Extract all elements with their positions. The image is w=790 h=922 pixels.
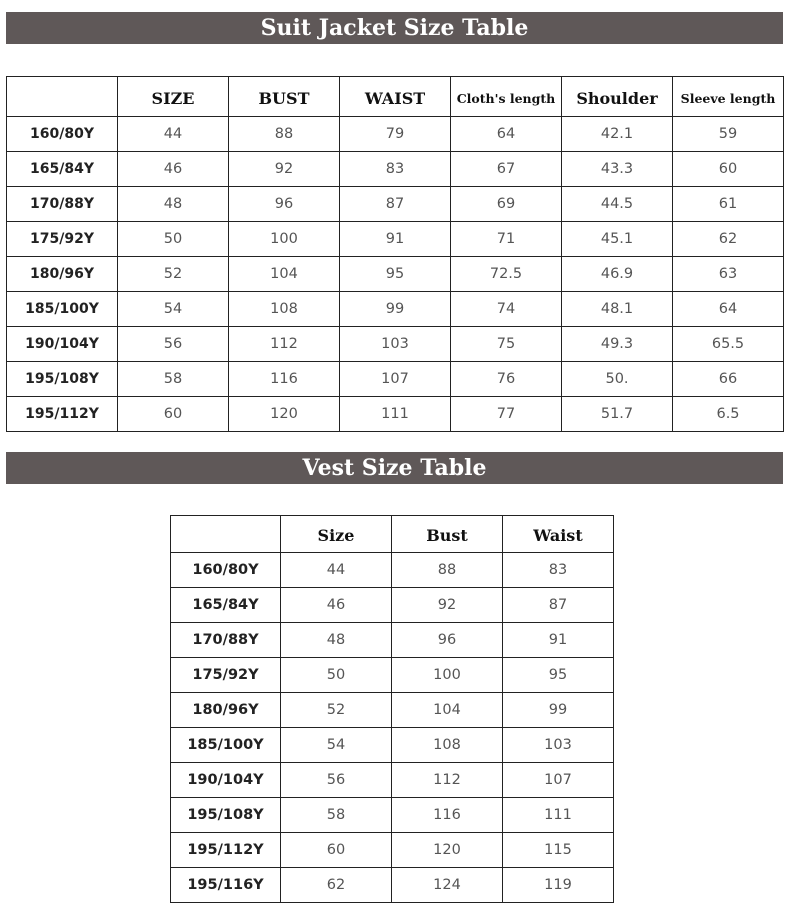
table-cell: 87 <box>340 187 451 222</box>
table-row <box>7 222 784 257</box>
table-cell: 87 <box>503 588 614 623</box>
table-cell: 54 <box>118 292 229 327</box>
table-cell: 43.3 <box>562 152 673 187</box>
table-cell: 74 <box>451 292 562 327</box>
table-cell: 50 <box>281 658 392 693</box>
table-cell: 77 <box>451 397 562 432</box>
row-label-cell: 170/88Y <box>171 623 281 658</box>
vest-title-banner <box>6 452 783 484</box>
table-cell: 95 <box>340 257 451 292</box>
table-cell: 56 <box>281 763 392 798</box>
table-cell: 48.1 <box>562 292 673 327</box>
row-label-cell: 195/112Y <box>7 397 118 432</box>
header-cell-bust: BUST <box>229 77 340 117</box>
table-cell: 104 <box>392 693 503 728</box>
table-cell: 83 <box>340 152 451 187</box>
table-cell: 67 <box>451 152 562 187</box>
table-cell: 100 <box>229 222 340 257</box>
table-cell: 116 <box>392 798 503 833</box>
table-cell: 96 <box>229 187 340 222</box>
table-row <box>171 553 614 588</box>
row-label-cell: 160/80Y <box>7 117 118 152</box>
suit-jacket-size-table <box>6 76 784 432</box>
table-row <box>171 728 614 763</box>
row-label-cell: 190/104Y <box>171 763 281 798</box>
table-cell: 50. <box>562 362 673 397</box>
table-row <box>7 257 784 292</box>
table-cell: 100 <box>392 658 503 693</box>
table-row <box>171 798 614 833</box>
table-cell: 63 <box>673 257 784 292</box>
table-cell: 76 <box>451 362 562 397</box>
header-cell-waist: Waist <box>503 516 614 553</box>
table-cell: 52 <box>118 257 229 292</box>
table-row <box>7 362 784 397</box>
row-label-cell: 175/92Y <box>171 658 281 693</box>
table-cell: 60 <box>281 833 392 868</box>
table-cell: 62 <box>281 868 392 903</box>
table-cell: 96 <box>392 623 503 658</box>
row-label-cell: 185/100Y <box>171 728 281 763</box>
vest-title: Vest Size Table <box>302 455 487 481</box>
table-cell: 95 <box>503 658 614 693</box>
table-cell: 112 <box>229 327 340 362</box>
table-cell: 54 <box>281 728 392 763</box>
table-cell: 79 <box>340 117 451 152</box>
suit-jacket-title: Suit Jacket Size Table <box>260 15 529 41</box>
table-cell: 124 <box>392 868 503 903</box>
table-cell: 60 <box>673 152 784 187</box>
table-row <box>171 693 614 728</box>
table-row <box>7 117 784 152</box>
row-label-cell: 180/96Y <box>171 693 281 728</box>
table-row <box>7 397 784 432</box>
table-cell: 111 <box>503 798 614 833</box>
row-label-cell: 160/80Y <box>171 553 281 588</box>
header-cell-label <box>7 77 118 117</box>
table-cell: 50 <box>118 222 229 257</box>
table-cell: 120 <box>229 397 340 432</box>
suit-jacket-title-banner <box>6 12 783 44</box>
table-cell: 49.3 <box>562 327 673 362</box>
table-cell: 44.5 <box>562 187 673 222</box>
table-cell: 65.5 <box>673 327 784 362</box>
table-cell: 64 <box>451 117 562 152</box>
vest-size-table <box>170 515 614 903</box>
table-row <box>7 292 784 327</box>
header-cell-cloth-length: Cloth's length <box>451 77 562 117</box>
table-cell: 72.5 <box>451 257 562 292</box>
table-cell: 46.9 <box>562 257 673 292</box>
table-cell: 103 <box>340 327 451 362</box>
table-cell: 46 <box>281 588 392 623</box>
table-cell: 48 <box>281 623 392 658</box>
table-cell: 88 <box>392 553 503 588</box>
table-cell: 48 <box>118 187 229 222</box>
table-cell: 46 <box>118 152 229 187</box>
row-label-cell: 195/108Y <box>7 362 118 397</box>
table-cell: 45.1 <box>562 222 673 257</box>
header-cell-label <box>171 516 281 553</box>
table-cell: 58 <box>118 362 229 397</box>
table-cell: 116 <box>229 362 340 397</box>
header-cell-size: SIZE <box>118 77 229 117</box>
table-cell: 91 <box>340 222 451 257</box>
table-cell: 99 <box>503 693 614 728</box>
table-row <box>7 327 784 362</box>
header-cell-bust: Bust <box>392 516 503 553</box>
row-label-cell: 195/116Y <box>171 868 281 903</box>
table-cell: 107 <box>340 362 451 397</box>
table-cell: 59 <box>673 117 784 152</box>
row-label-cell: 165/84Y <box>7 152 118 187</box>
table-row <box>171 658 614 693</box>
table-cell: 56 <box>118 327 229 362</box>
table-cell: 64 <box>673 292 784 327</box>
table-cell: 99 <box>340 292 451 327</box>
row-label-cell: 165/84Y <box>171 588 281 623</box>
table-cell: 120 <box>392 833 503 868</box>
table-row <box>171 623 614 658</box>
table-cell: 104 <box>229 257 340 292</box>
table-cell: 92 <box>229 152 340 187</box>
table-cell: 103 <box>503 728 614 763</box>
row-label-cell: 180/96Y <box>7 257 118 292</box>
header-cell-waist: WAIST <box>340 77 451 117</box>
table-cell: 92 <box>392 588 503 623</box>
row-label-cell: 195/112Y <box>171 833 281 868</box>
table-row <box>7 187 784 222</box>
row-label-cell: 170/88Y <box>7 187 118 222</box>
table-cell: 44 <box>281 553 392 588</box>
table-cell: 71 <box>451 222 562 257</box>
table-header-row <box>7 77 784 117</box>
table-cell: 51.7 <box>562 397 673 432</box>
table-cell: 60 <box>118 397 229 432</box>
table-cell: 88 <box>229 117 340 152</box>
table-cell: 69 <box>451 187 562 222</box>
table-cell: 62 <box>673 222 784 257</box>
table-row <box>7 152 784 187</box>
table-cell: 52 <box>281 693 392 728</box>
header-cell-sleeve-length: Sleeve length <box>673 77 784 117</box>
table-cell: 6.5 <box>673 397 784 432</box>
table-cell: 42.1 <box>562 117 673 152</box>
table-cell: 61 <box>673 187 784 222</box>
table-cell: 112 <box>392 763 503 798</box>
header-cell-shoulder: Shoulder <box>562 77 673 117</box>
header-cell-size: Size <box>281 516 392 553</box>
table-row <box>171 868 614 903</box>
table-cell: 75 <box>451 327 562 362</box>
table-cell: 44 <box>118 117 229 152</box>
table-row <box>171 763 614 798</box>
table-cell: 111 <box>340 397 451 432</box>
table-cell: 58 <box>281 798 392 833</box>
table-cell: 91 <box>503 623 614 658</box>
table-row <box>171 588 614 623</box>
row-label-cell: 190/104Y <box>7 327 118 362</box>
table-cell: 108 <box>229 292 340 327</box>
table-cell: 108 <box>392 728 503 763</box>
table-cell: 119 <box>503 868 614 903</box>
table-cell: 107 <box>503 763 614 798</box>
row-label-cell: 185/100Y <box>7 292 118 327</box>
table-cell: 115 <box>503 833 614 868</box>
table-row <box>171 833 614 868</box>
table-cell: 83 <box>503 553 614 588</box>
table-header-row <box>171 516 614 553</box>
row-label-cell: 195/108Y <box>171 798 281 833</box>
row-label-cell: 175/92Y <box>7 222 118 257</box>
table-cell: 66 <box>673 362 784 397</box>
